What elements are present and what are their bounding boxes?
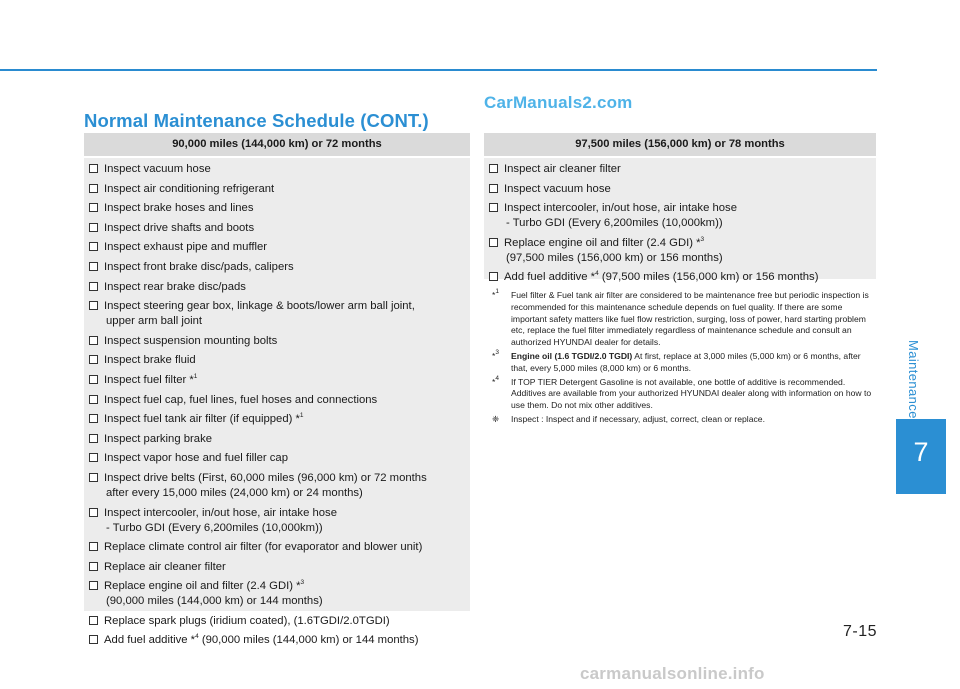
checklist-item	[84, 200, 470, 218]
item-text: Add fuel additive *	[504, 271, 596, 284]
footnote-text: Fuel filter & Fuel tank air filter are considered to be maintenance free but periodic inspection is recommended for this maintenance schedule depends on fuel quality. If there are some important safety matters like fuel flow restriction, surging, loss of power, hard starting problem etc, replace the fuel filter immediately regardless of maintenance schedule and consult an authorized HYUNDAI dealer for details.	[511, 290, 869, 348]
item-text-after: (97,500 miles (156,000 km) or 156 months)	[598, 271, 819, 284]
checklist-item	[84, 632, 470, 650]
footnote-ref: 1	[299, 412, 304, 420]
checkbox-icon	[489, 164, 498, 173]
item-text: Inspect vapor hose and fuel filler cap	[104, 452, 288, 465]
checkbox-icon	[89, 375, 98, 384]
checklist-item	[84, 181, 470, 199]
checklist-item	[84, 505, 470, 538]
item-text: Inspect air conditioning refrigerant	[104, 182, 275, 195]
item-text: Inspect brake fluid	[104, 354, 196, 367]
checkbox-icon	[89, 203, 98, 212]
checklist-item	[484, 235, 876, 268]
checkbox-icon	[89, 414, 98, 423]
checkbox-icon	[489, 238, 498, 247]
checkbox-icon	[89, 223, 98, 232]
item-text: Inspect fuel tank air filter (if equipped) *	[104, 413, 300, 426]
footnote-mark	[492, 374, 499, 389]
footnote-text: At first, replace at 3,000 miles (5,000 km) or 6 months, after that, every 5,000 miles (8,000 km) or 6 months.	[511, 350, 861, 373]
footnote-number: 3	[495, 348, 499, 356]
item-text: Inspect front brake disc/pads, calipers	[104, 260, 294, 273]
checklist-item	[84, 578, 470, 611]
footnote-ref: 4	[595, 270, 599, 278]
checkbox-icon	[89, 581, 98, 590]
checkbox-icon	[89, 242, 98, 251]
checklist-item	[84, 431, 470, 449]
schedule-column-90000	[84, 133, 470, 647]
item-text: Replace spark plugs (iridium coated), (1.6TGDI/2.0TGDI)	[104, 614, 390, 627]
item-text: Replace engine oil and filter (2.4 GDI) *	[504, 236, 701, 249]
checklist-item	[484, 181, 876, 199]
checklist-item	[84, 450, 470, 468]
checkbox-icon	[89, 434, 98, 443]
item-text: Inspect drive belts (First, 60,000 miles (96,000 km) or 72 months	[104, 471, 427, 484]
checkbox-icon	[89, 616, 98, 625]
checklist-item	[84, 239, 470, 257]
item-text: Inspect vacuum hose	[504, 182, 611, 195]
item-text: Replace engine oil and filter (2.4 GDI) *	[104, 580, 301, 593]
item-continuation: - Turbo GDI (Every 6,200miles (10,000km))	[506, 217, 723, 230]
item-continuation: (97,500 miles (156,000 km) or 156 months)	[506, 251, 723, 264]
checklist-item	[84, 352, 470, 370]
footnotes	[490, 290, 876, 428]
page-number: 7-15	[843, 623, 878, 640]
footnote-symbol: *	[492, 290, 496, 300]
checklist-item	[84, 279, 470, 297]
footnote	[490, 290, 876, 349]
checklist-item	[84, 259, 470, 277]
column-body	[484, 158, 876, 287]
checkbox-icon	[89, 395, 98, 404]
chapter-number: 7	[913, 437, 929, 467]
checklist-item	[84, 220, 470, 238]
footnote-mark	[492, 290, 499, 302]
item-text-after: (90,000 miles (144,000 km) or 144 months)	[198, 634, 419, 647]
item-text: Inspect brake hoses and lines	[104, 202, 254, 215]
footnote-mark	[492, 414, 499, 426]
checklist-item	[84, 539, 470, 557]
checkbox-icon	[89, 542, 98, 551]
checklist-item	[84, 411, 470, 429]
checkbox-icon	[89, 562, 98, 571]
checkbox-icon	[89, 473, 98, 482]
footnote-symbol: *	[492, 376, 496, 387]
footnote	[490, 374, 876, 412]
footnote-mark	[492, 348, 499, 363]
item-text: Inspect fuel cap, fuel lines, fuel hoses and connections	[104, 393, 378, 406]
checkbox-icon	[489, 203, 498, 212]
chapter-tab	[896, 419, 946, 494]
footnote-number: 1	[495, 288, 499, 295]
item-continuation: (90,000 miles (144,000 km) or 144 months)	[106, 595, 323, 608]
checkbox-icon	[489, 184, 498, 193]
checklist-item	[484, 269, 876, 287]
footnote-bold: Engine oil (1.6 TGDI/2.0 TGDI)	[511, 350, 633, 361]
checklist-item	[484, 200, 876, 233]
checkbox-icon	[89, 164, 98, 173]
checklist-item	[84, 333, 470, 351]
page-title: Normal Maintenance Schedule (CONT.)	[84, 110, 429, 131]
checkbox-icon	[89, 262, 98, 271]
chapter-label: Maintenance	[906, 340, 921, 419]
checklist-item	[84, 372, 470, 390]
footnote-symbol: ❈	[492, 413, 500, 424]
item-text: Inspect drive shafts and boots	[104, 221, 255, 234]
column-header: 90,000 miles (144,000 km) or 72 months	[84, 133, 470, 158]
item-text: Inspect fuel filter *	[104, 373, 194, 386]
checklist-item	[84, 161, 470, 179]
footnote-text: Inspect : Inspect and if necessary, adjust, correct, clean or replace.	[511, 413, 765, 424]
watermark-bottom: carmanualsonline.info	[580, 664, 765, 683]
item-continuation: after every 15,000 miles (24,000 km) or 24 months)	[106, 486, 363, 499]
footnote-ref: 1	[193, 372, 198, 380]
item-continuation: upper arm ball joint	[106, 315, 203, 328]
item-text: Inspect intercooler, in/out hose, air intake hose	[104, 506, 337, 519]
item-text: Replace climate control air filter (for evaporator and blower unit)	[104, 541, 423, 554]
checklist-item	[484, 161, 876, 179]
checkbox-icon	[89, 508, 98, 517]
checklist-item	[84, 470, 470, 503]
footnote	[490, 348, 876, 375]
checklist-item	[84, 392, 470, 410]
column-body	[84, 158, 470, 650]
checkbox-icon	[89, 282, 98, 291]
item-continuation: - Turbo GDI (Every 6,200miles (10,000km))	[106, 521, 323, 534]
footnote-ref: 4	[195, 633, 199, 641]
schedule-column-97500	[484, 133, 876, 284]
checkbox-icon	[89, 453, 98, 462]
item-text: Add fuel additive *	[104, 634, 196, 647]
checkbox-icon	[89, 301, 98, 310]
checklist-item	[84, 559, 470, 577]
item-text: Inspect parking brake	[104, 432, 213, 445]
footnote-ref: 3	[700, 235, 705, 243]
footnote-ref: 3	[300, 579, 305, 587]
top-rule	[0, 69, 877, 71]
footnote-number: 4	[495, 374, 499, 382]
column-header: 97,500 miles (156,000 km) or 78 months	[484, 133, 876, 158]
item-text: Inspect exhaust pipe and muffler	[104, 241, 268, 254]
watermark-top: CarManuals2.com	[484, 93, 633, 112]
checklist-item	[84, 298, 470, 331]
footnote	[490, 414, 876, 426]
checklist-item	[84, 613, 470, 631]
footnote-symbol: *	[492, 350, 496, 361]
item-text: Inspect suspension mounting bolts	[104, 334, 278, 347]
item-text: Inspect rear brake disc/pads	[104, 280, 246, 293]
footnote-text: If TOP TIER Detergent Gasoline is not available, one bottle of additive is recommended. Additives are available from your authorized HYUNDAI dealer along with information on how to use them. Do not mix other additives.	[511, 376, 872, 411]
item-text: Replace air cleaner filter	[104, 560, 226, 573]
item-text: Inspect air cleaner filter	[504, 163, 621, 175]
item-text: Inspect steering gear box, linkage & boots/lower arm ball joint,	[104, 300, 415, 313]
item-text: Inspect vacuum hose	[104, 163, 211, 175]
checkbox-icon	[89, 635, 98, 644]
checkbox-icon	[89, 355, 98, 364]
item-text: Inspect intercooler, in/out hose, air intake hose	[504, 202, 737, 215]
checkbox-icon	[489, 272, 498, 281]
checkbox-icon	[89, 336, 98, 345]
checkbox-icon	[89, 184, 98, 193]
